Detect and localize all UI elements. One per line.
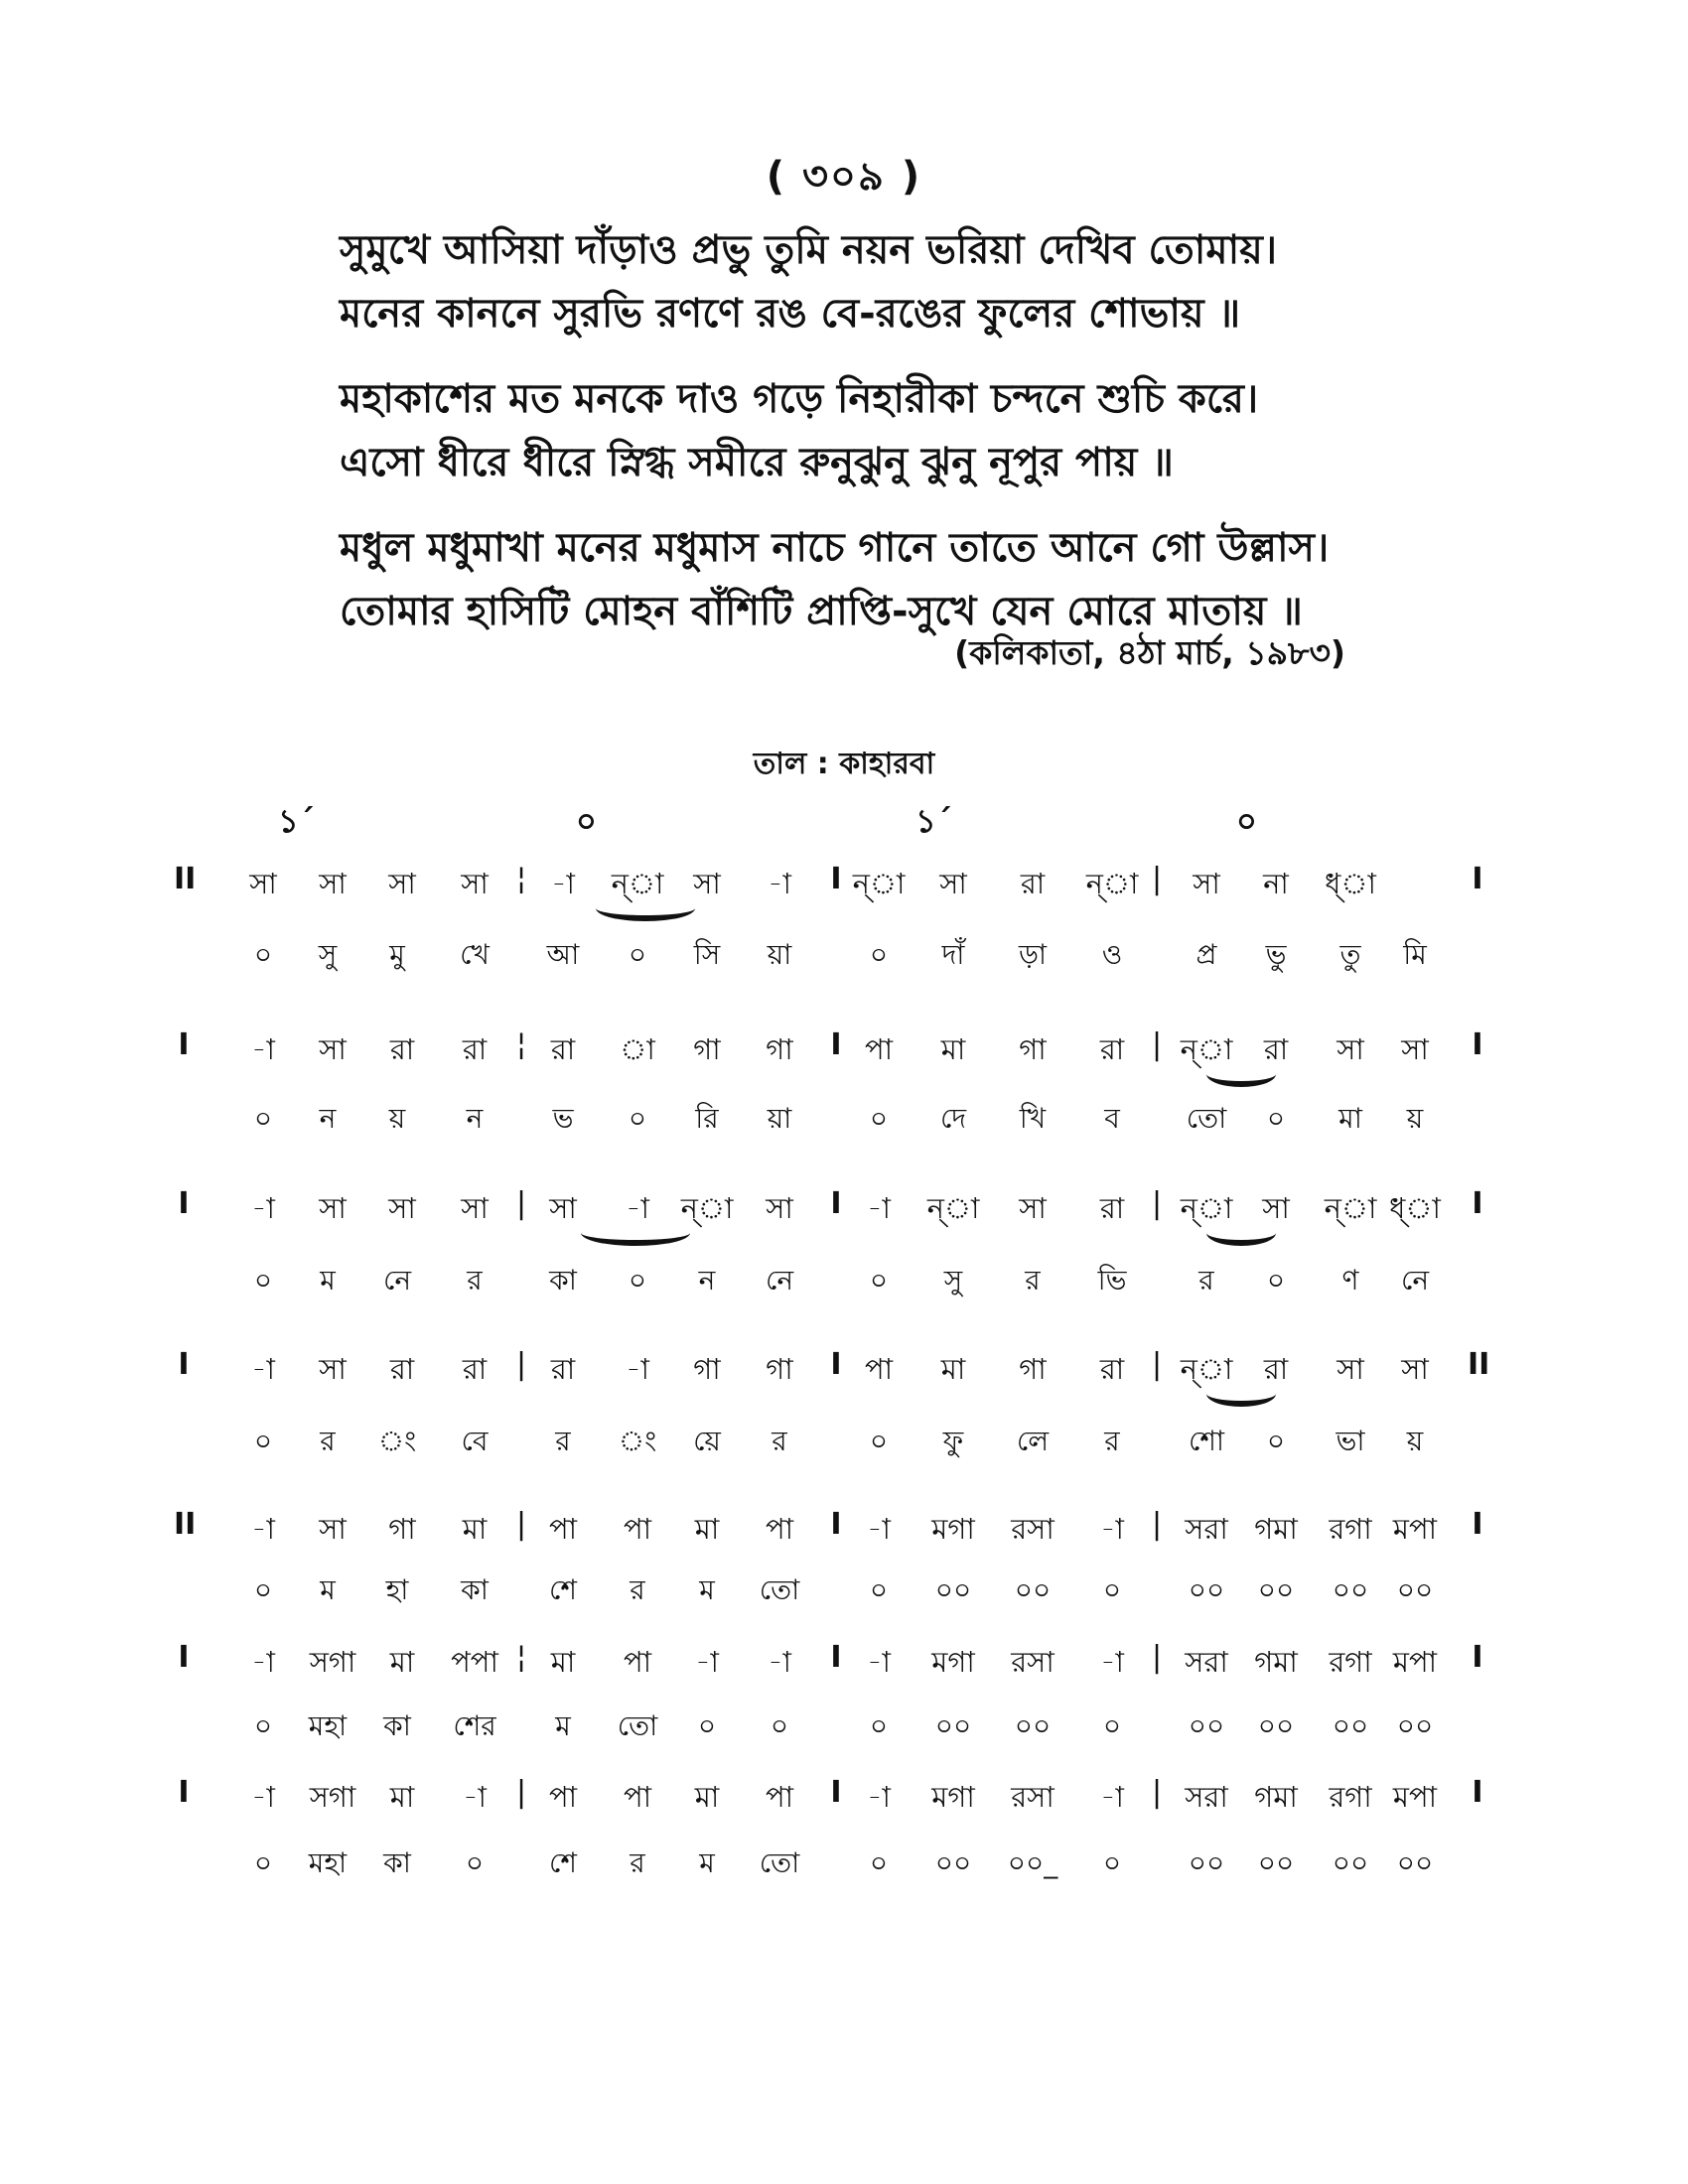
note: মা bbox=[940, 1032, 966, 1066]
bar-line: | bbox=[1151, 1507, 1163, 1542]
syllable: ০ bbox=[253, 1573, 273, 1606]
syllable: ন bbox=[319, 1102, 337, 1135]
note: -া bbox=[867, 1645, 891, 1679]
note: ন্া bbox=[1180, 1032, 1233, 1066]
note: ধ্া bbox=[1325, 867, 1376, 900]
syllable: ০০_ bbox=[1007, 1846, 1058, 1879]
syllable: ভি bbox=[1097, 1264, 1127, 1297]
syllable: ও bbox=[1101, 938, 1123, 971]
bar-line: I bbox=[830, 1027, 842, 1062]
syllable: ০ bbox=[628, 1264, 647, 1297]
note: গা bbox=[1019, 1032, 1047, 1066]
note: রা bbox=[1263, 1352, 1289, 1386]
note: গা bbox=[693, 1032, 721, 1066]
syllable: ০ bbox=[628, 1102, 647, 1135]
bar-line: | bbox=[1151, 862, 1163, 896]
note: -া bbox=[251, 1352, 275, 1386]
syllable: শে bbox=[549, 1846, 577, 1879]
syllable: মু bbox=[389, 938, 405, 971]
syllable: নে bbox=[1400, 1264, 1430, 1297]
syllable: র bbox=[467, 1264, 483, 1297]
syllable: ব bbox=[1104, 1102, 1120, 1135]
note: রা bbox=[550, 1032, 576, 1066]
composition-note: (কলিকাতা, ৪ঠা মার্চ, ১৯৮৩) bbox=[954, 633, 1345, 672]
syllable: ০০ bbox=[1257, 1709, 1295, 1742]
note: পা bbox=[864, 1032, 894, 1066]
note: পা bbox=[623, 1512, 652, 1546]
bar-line: I bbox=[830, 862, 842, 896]
note: -া bbox=[867, 1512, 891, 1546]
note: ন্া bbox=[852, 867, 906, 900]
notation-note-row bbox=[0, 1640, 1688, 1688]
note: ধ্া bbox=[1389, 1191, 1441, 1225]
note: া bbox=[620, 1032, 655, 1066]
slur-mark bbox=[581, 1220, 690, 1246]
note: সা bbox=[766, 1191, 793, 1225]
note: -া bbox=[551, 867, 575, 900]
note: রা bbox=[1020, 867, 1046, 900]
note: পা bbox=[623, 1780, 652, 1814]
note: -া bbox=[251, 1645, 275, 1679]
syllable: য়া bbox=[767, 938, 792, 971]
bar-line: I bbox=[178, 1775, 190, 1810]
note: সা bbox=[319, 1512, 347, 1546]
note: সরা bbox=[1185, 1512, 1228, 1546]
bar-line: I bbox=[178, 1347, 190, 1382]
note: রা bbox=[1099, 1032, 1125, 1066]
page-number: ( ৩০৯ ) bbox=[766, 154, 922, 200]
syllable: দে bbox=[939, 1102, 967, 1135]
syllable: মহা bbox=[308, 1846, 348, 1879]
note: সা bbox=[1401, 1352, 1429, 1386]
syllable: ০ bbox=[253, 1425, 273, 1457]
note: মা bbox=[462, 1512, 488, 1546]
note: গা bbox=[388, 1512, 416, 1546]
note: রা bbox=[462, 1352, 488, 1386]
syllable: নে bbox=[765, 1264, 794, 1297]
note: মপা bbox=[1392, 1780, 1438, 1814]
note: সরা bbox=[1185, 1780, 1228, 1814]
bar-line: I bbox=[1472, 1027, 1483, 1062]
bar-line: I bbox=[178, 1186, 190, 1221]
note: -া bbox=[1100, 1780, 1124, 1814]
notation-note-row bbox=[0, 1775, 1688, 1823]
syllable: বে bbox=[461, 1425, 489, 1457]
syllable: ০ bbox=[253, 1709, 273, 1742]
syllable: ০০ bbox=[1257, 1846, 1295, 1879]
bar-line: I bbox=[830, 1640, 842, 1675]
syllable: ০০ bbox=[1396, 1709, 1434, 1742]
slur-mark bbox=[1206, 1061, 1276, 1087]
note: সা bbox=[461, 1191, 489, 1225]
note: সা bbox=[1336, 1352, 1364, 1386]
syllable: ভা bbox=[1336, 1425, 1365, 1457]
notation-syllable-row bbox=[0, 1705, 1688, 1752]
note: মা bbox=[694, 1780, 720, 1814]
syllable: ০০ bbox=[1396, 1573, 1434, 1606]
note: -া bbox=[695, 1645, 719, 1679]
slur-mark bbox=[1206, 1381, 1276, 1407]
syllable: কা bbox=[549, 1264, 577, 1297]
syllable: সু bbox=[318, 938, 338, 971]
syllable: নে bbox=[382, 1264, 412, 1297]
note: রগা bbox=[1329, 1512, 1372, 1546]
note: -া bbox=[463, 1780, 487, 1814]
bar-line: II bbox=[174, 862, 197, 896]
note: গা bbox=[766, 1352, 793, 1386]
notation-note-row bbox=[0, 1027, 1688, 1075]
syllable: খি bbox=[1019, 1102, 1047, 1135]
note: সা bbox=[388, 1191, 416, 1225]
note: সা bbox=[388, 867, 416, 900]
note: পা bbox=[623, 1645, 652, 1679]
lyric-line: মহাকাশের মত মনকে দাও গড়ে নিহারীকা চন্দনে শুচি করে। bbox=[340, 376, 1259, 422]
syllable: আ bbox=[546, 938, 580, 971]
note: -া bbox=[251, 1512, 275, 1546]
syllable: ০০ bbox=[1257, 1573, 1295, 1606]
note: সা bbox=[249, 867, 277, 900]
tala-title: তাল : কাহারবা bbox=[753, 747, 935, 781]
syllable: র bbox=[1104, 1425, 1120, 1457]
syllable: ন bbox=[466, 1102, 484, 1135]
syllable: মি bbox=[1403, 938, 1427, 971]
lyric-line: এসো ধীরে ধীরে স্নিগ্ধ সমীরে রুনুঝুনু ঝুনু নূপুর পায় ॥ bbox=[340, 440, 1174, 485]
note: সা bbox=[319, 1352, 347, 1386]
note: সা bbox=[1019, 1191, 1047, 1225]
note: মগা bbox=[931, 1512, 975, 1546]
notation-syllable-row bbox=[0, 1842, 1688, 1889]
note: রা bbox=[389, 1352, 415, 1386]
syllable: কা bbox=[383, 1709, 411, 1742]
bar-line: I bbox=[1472, 1186, 1483, 1221]
syllable: ০ bbox=[1266, 1102, 1286, 1135]
bar-line: | bbox=[1151, 1027, 1163, 1062]
syllable: শো bbox=[1188, 1425, 1225, 1457]
note: রসা bbox=[1011, 1780, 1055, 1814]
bar-line: | bbox=[1151, 1640, 1163, 1675]
note: -া bbox=[251, 1191, 275, 1225]
syllable: ০০ bbox=[1396, 1846, 1434, 1879]
note: গমা bbox=[1254, 1512, 1298, 1546]
syllable: র bbox=[320, 1425, 336, 1457]
syllable: তো bbox=[617, 1709, 658, 1742]
bar-line: I bbox=[1472, 1640, 1483, 1675]
syllable: ০ bbox=[869, 1846, 889, 1879]
syllable: ০০ bbox=[1188, 1573, 1225, 1606]
bar-line: I bbox=[178, 1640, 190, 1675]
syllable: শে bbox=[549, 1573, 577, 1606]
syllable: রি bbox=[695, 1102, 719, 1135]
syllable: ০০ bbox=[934, 1846, 972, 1879]
note: পা bbox=[765, 1780, 794, 1814]
note: ন্া bbox=[926, 1191, 980, 1225]
stanza bbox=[340, 516, 1511, 643]
note: -া bbox=[1100, 1512, 1124, 1546]
note: পা bbox=[548, 1780, 578, 1814]
note: সা bbox=[693, 867, 721, 900]
syllable: ০ bbox=[697, 1709, 717, 1742]
syllable: খে bbox=[460, 938, 490, 971]
note: -া bbox=[768, 1645, 791, 1679]
syllable: র bbox=[1025, 1264, 1041, 1297]
note: গা bbox=[693, 1352, 721, 1386]
note: রগা bbox=[1329, 1645, 1372, 1679]
note: -া bbox=[867, 1191, 891, 1225]
bar-line: | bbox=[1151, 1347, 1163, 1382]
bar-line: | bbox=[515, 1507, 527, 1542]
note: রসা bbox=[1011, 1645, 1055, 1679]
bar-line: I bbox=[1472, 1507, 1483, 1542]
lyric-line: সুমুখে আসিয়া দাঁড়াও প্রভু তুমি নয়ন ভরিয়া দেখিব তোমায়। bbox=[340, 227, 1278, 273]
note: -া bbox=[768, 867, 791, 900]
syllable: ম bbox=[555, 1709, 571, 1742]
note: পা bbox=[864, 1352, 894, 1386]
note: মা bbox=[389, 1780, 415, 1814]
notation-note-row bbox=[0, 862, 1688, 909]
syllable: তু bbox=[1339, 938, 1361, 971]
note: রা bbox=[1099, 1191, 1125, 1225]
note: রা bbox=[1263, 1032, 1289, 1066]
syllable: ০ bbox=[253, 1102, 273, 1135]
slur-mark bbox=[1206, 1220, 1276, 1246]
note: সা bbox=[319, 1191, 347, 1225]
note: পা bbox=[548, 1512, 578, 1546]
syllable: তো bbox=[759, 1573, 800, 1606]
syllable: মা bbox=[1338, 1102, 1362, 1135]
syllable: ০ bbox=[1266, 1425, 1286, 1457]
bar-line: ¦ bbox=[515, 1640, 527, 1675]
notation-note-row bbox=[0, 1507, 1688, 1555]
syllable: ০ bbox=[869, 1573, 889, 1606]
lyric-line: মধুল মধুমাখা মনের মধুমাস নাচে গানে তাতে আনে গো উল্লাস। bbox=[340, 525, 1330, 571]
bar-line: II bbox=[1468, 1347, 1490, 1382]
notation-note-row bbox=[0, 1186, 1688, 1234]
syllable: ড়া bbox=[1018, 938, 1048, 971]
note: মা bbox=[550, 1645, 576, 1679]
syllable: ০ bbox=[869, 938, 889, 971]
syllable: য়ে bbox=[693, 1425, 721, 1457]
lyrics bbox=[340, 218, 1511, 665]
note: রা bbox=[389, 1032, 415, 1066]
note: সা bbox=[1262, 1191, 1290, 1225]
bar-line: I bbox=[1472, 1775, 1483, 1810]
note: গমা bbox=[1254, 1780, 1298, 1814]
note: সা bbox=[1193, 867, 1220, 900]
syllable: ০ bbox=[869, 1425, 889, 1457]
syllable: ০ bbox=[1102, 1709, 1122, 1742]
note: ন্া bbox=[611, 867, 664, 900]
syllable: লে bbox=[1016, 1425, 1050, 1457]
syllable: ০ bbox=[253, 938, 273, 971]
syllable: ভু bbox=[1265, 938, 1287, 971]
bar-line: | bbox=[1151, 1775, 1163, 1810]
syllable: ০০ bbox=[934, 1709, 972, 1742]
lyric-line: মনের কাননে সুরভি রণণে রঙ বে-রঙের ফুলের শোভায় ॥ bbox=[340, 291, 1241, 337]
note: -া bbox=[626, 1352, 649, 1386]
note: মা bbox=[940, 1352, 966, 1386]
bar-line: II bbox=[174, 1507, 197, 1542]
notation-syllable-row bbox=[0, 1420, 1688, 1467]
syllable: দাঁ bbox=[941, 938, 965, 971]
syllable: র bbox=[772, 1425, 787, 1457]
notation-syllable-row bbox=[0, 1569, 1688, 1616]
syllable: র bbox=[630, 1573, 645, 1606]
stanza bbox=[340, 218, 1511, 345]
notation-syllable-row bbox=[0, 1259, 1688, 1306]
note: মা bbox=[694, 1512, 720, 1546]
note: রা bbox=[462, 1032, 488, 1066]
note: সা bbox=[549, 1191, 577, 1225]
note: সগা bbox=[309, 1780, 356, 1814]
note: পা bbox=[765, 1512, 794, 1546]
note: সা bbox=[939, 867, 967, 900]
bar-line: | bbox=[515, 1186, 527, 1221]
syllable: ০ bbox=[253, 1846, 273, 1879]
bar-line: | bbox=[515, 1347, 527, 1382]
syllable: ০০ bbox=[934, 1573, 972, 1606]
bar-line: | bbox=[515, 1775, 527, 1810]
syllable: প্র bbox=[1196, 938, 1217, 971]
beat-marker: ১´ bbox=[278, 802, 315, 840]
syllable: ০ bbox=[869, 1709, 889, 1742]
syllable: য়া bbox=[767, 1102, 792, 1135]
note: রসা bbox=[1011, 1512, 1055, 1546]
syllable: ম bbox=[699, 1573, 715, 1606]
note: সগা bbox=[309, 1645, 356, 1679]
syllable: ০০ bbox=[1332, 1573, 1369, 1606]
note: সা bbox=[319, 867, 347, 900]
note: ন্া bbox=[1324, 1191, 1377, 1225]
note: সা bbox=[1401, 1032, 1429, 1066]
note: মগা bbox=[931, 1645, 975, 1679]
syllable: তো bbox=[759, 1846, 800, 1879]
syllable: ম bbox=[699, 1846, 715, 1879]
note: -া bbox=[626, 1191, 649, 1225]
syllable: ০ bbox=[1266, 1264, 1286, 1297]
notation-note-row bbox=[0, 1347, 1688, 1395]
beat-marker: ০ bbox=[1236, 802, 1257, 840]
bar-line: | bbox=[1151, 1186, 1163, 1221]
beat-marker: ০ bbox=[576, 802, 597, 840]
note: রা bbox=[1099, 1352, 1125, 1386]
notation-syllable-row bbox=[0, 933, 1688, 981]
syllable: কা bbox=[461, 1573, 489, 1606]
syllable: ভ bbox=[552, 1102, 574, 1135]
bar-line: I bbox=[830, 1775, 842, 1810]
note: মা bbox=[389, 1645, 415, 1679]
beat-marker: ১´ bbox=[915, 802, 952, 840]
syllable: শের bbox=[453, 1709, 496, 1742]
syllable: তো bbox=[1186, 1102, 1227, 1135]
note: সা bbox=[1336, 1032, 1364, 1066]
note: গা bbox=[766, 1032, 793, 1066]
bar-line: I bbox=[1472, 862, 1483, 896]
syllable: র bbox=[1198, 1264, 1214, 1297]
syllable: ং bbox=[377, 1425, 417, 1457]
lyric-line: তোমার হাসিটি মোহন বাঁশিটি প্রাপ্তি-সুখে যেন মোরে মাতায় ॥ bbox=[340, 589, 1303, 634]
syllable: ০০ bbox=[1188, 1709, 1225, 1742]
syllable: কা bbox=[383, 1846, 411, 1879]
syllable: য় bbox=[1406, 1425, 1424, 1457]
bar-line: I bbox=[178, 1027, 190, 1062]
syllable: য় bbox=[388, 1102, 406, 1135]
note: ন্া bbox=[1180, 1191, 1233, 1225]
syllable: ণ bbox=[1341, 1264, 1359, 1297]
note: সা bbox=[461, 867, 489, 900]
bar-line: I bbox=[830, 1186, 842, 1221]
syllable: ন bbox=[698, 1264, 716, 1297]
syllable: র bbox=[555, 1425, 571, 1457]
syllable: ০ bbox=[465, 1846, 485, 1879]
syllable: ম bbox=[320, 1573, 336, 1606]
syllable: ম bbox=[320, 1264, 336, 1297]
note: -া bbox=[1100, 1645, 1124, 1679]
syllable: ০ bbox=[869, 1102, 889, 1135]
syllable: ০০ bbox=[1332, 1846, 1369, 1879]
bar-line: ¦ bbox=[515, 1027, 527, 1062]
note: ন্া bbox=[680, 1191, 734, 1225]
note: গা bbox=[1019, 1352, 1047, 1386]
syllable: য় bbox=[1406, 1102, 1424, 1135]
note: -া bbox=[867, 1780, 891, 1814]
note: মগা bbox=[931, 1780, 975, 1814]
bar-line: I bbox=[830, 1507, 842, 1542]
syllable: ০ bbox=[253, 1264, 273, 1297]
notation-syllable-row bbox=[0, 1097, 1688, 1145]
syllable: ০০ bbox=[1014, 1709, 1052, 1742]
syllable: ০ bbox=[1102, 1846, 1122, 1879]
syllable: ং bbox=[618, 1425, 657, 1457]
syllable: ০০ bbox=[1332, 1709, 1369, 1742]
note: ন্া bbox=[1180, 1352, 1233, 1386]
bar-line: I bbox=[830, 1347, 842, 1382]
note: মপা bbox=[1392, 1512, 1438, 1546]
syllable: ০০ bbox=[1188, 1846, 1225, 1879]
note: পপা bbox=[451, 1645, 498, 1679]
syllable: ০ bbox=[628, 938, 647, 971]
syllable: ০ bbox=[1102, 1573, 1122, 1606]
stanza bbox=[340, 367, 1511, 494]
syllable: মহা bbox=[308, 1709, 348, 1742]
syllable: ০ bbox=[869, 1264, 889, 1297]
note: -া bbox=[251, 1032, 275, 1066]
note: মপা bbox=[1392, 1645, 1438, 1679]
syllable: সি bbox=[693, 938, 721, 971]
syllable: ০ bbox=[770, 1709, 789, 1742]
note: রা bbox=[550, 1352, 576, 1386]
syllable: র bbox=[630, 1846, 645, 1879]
note: -া bbox=[251, 1780, 275, 1814]
note: গমা bbox=[1254, 1645, 1298, 1679]
note: সরা bbox=[1185, 1645, 1228, 1679]
syllable: ০০ bbox=[1014, 1573, 1052, 1606]
slur-mark bbox=[596, 895, 695, 921]
syllable: হা bbox=[385, 1573, 409, 1606]
syllable: সু bbox=[943, 1264, 963, 1297]
note: না bbox=[1263, 867, 1289, 900]
syllable: ফু bbox=[942, 1425, 964, 1457]
bar-line: ¦ bbox=[515, 862, 527, 896]
note: রগা bbox=[1329, 1780, 1372, 1814]
note: সা bbox=[319, 1032, 347, 1066]
note: ন্া bbox=[1085, 867, 1139, 900]
